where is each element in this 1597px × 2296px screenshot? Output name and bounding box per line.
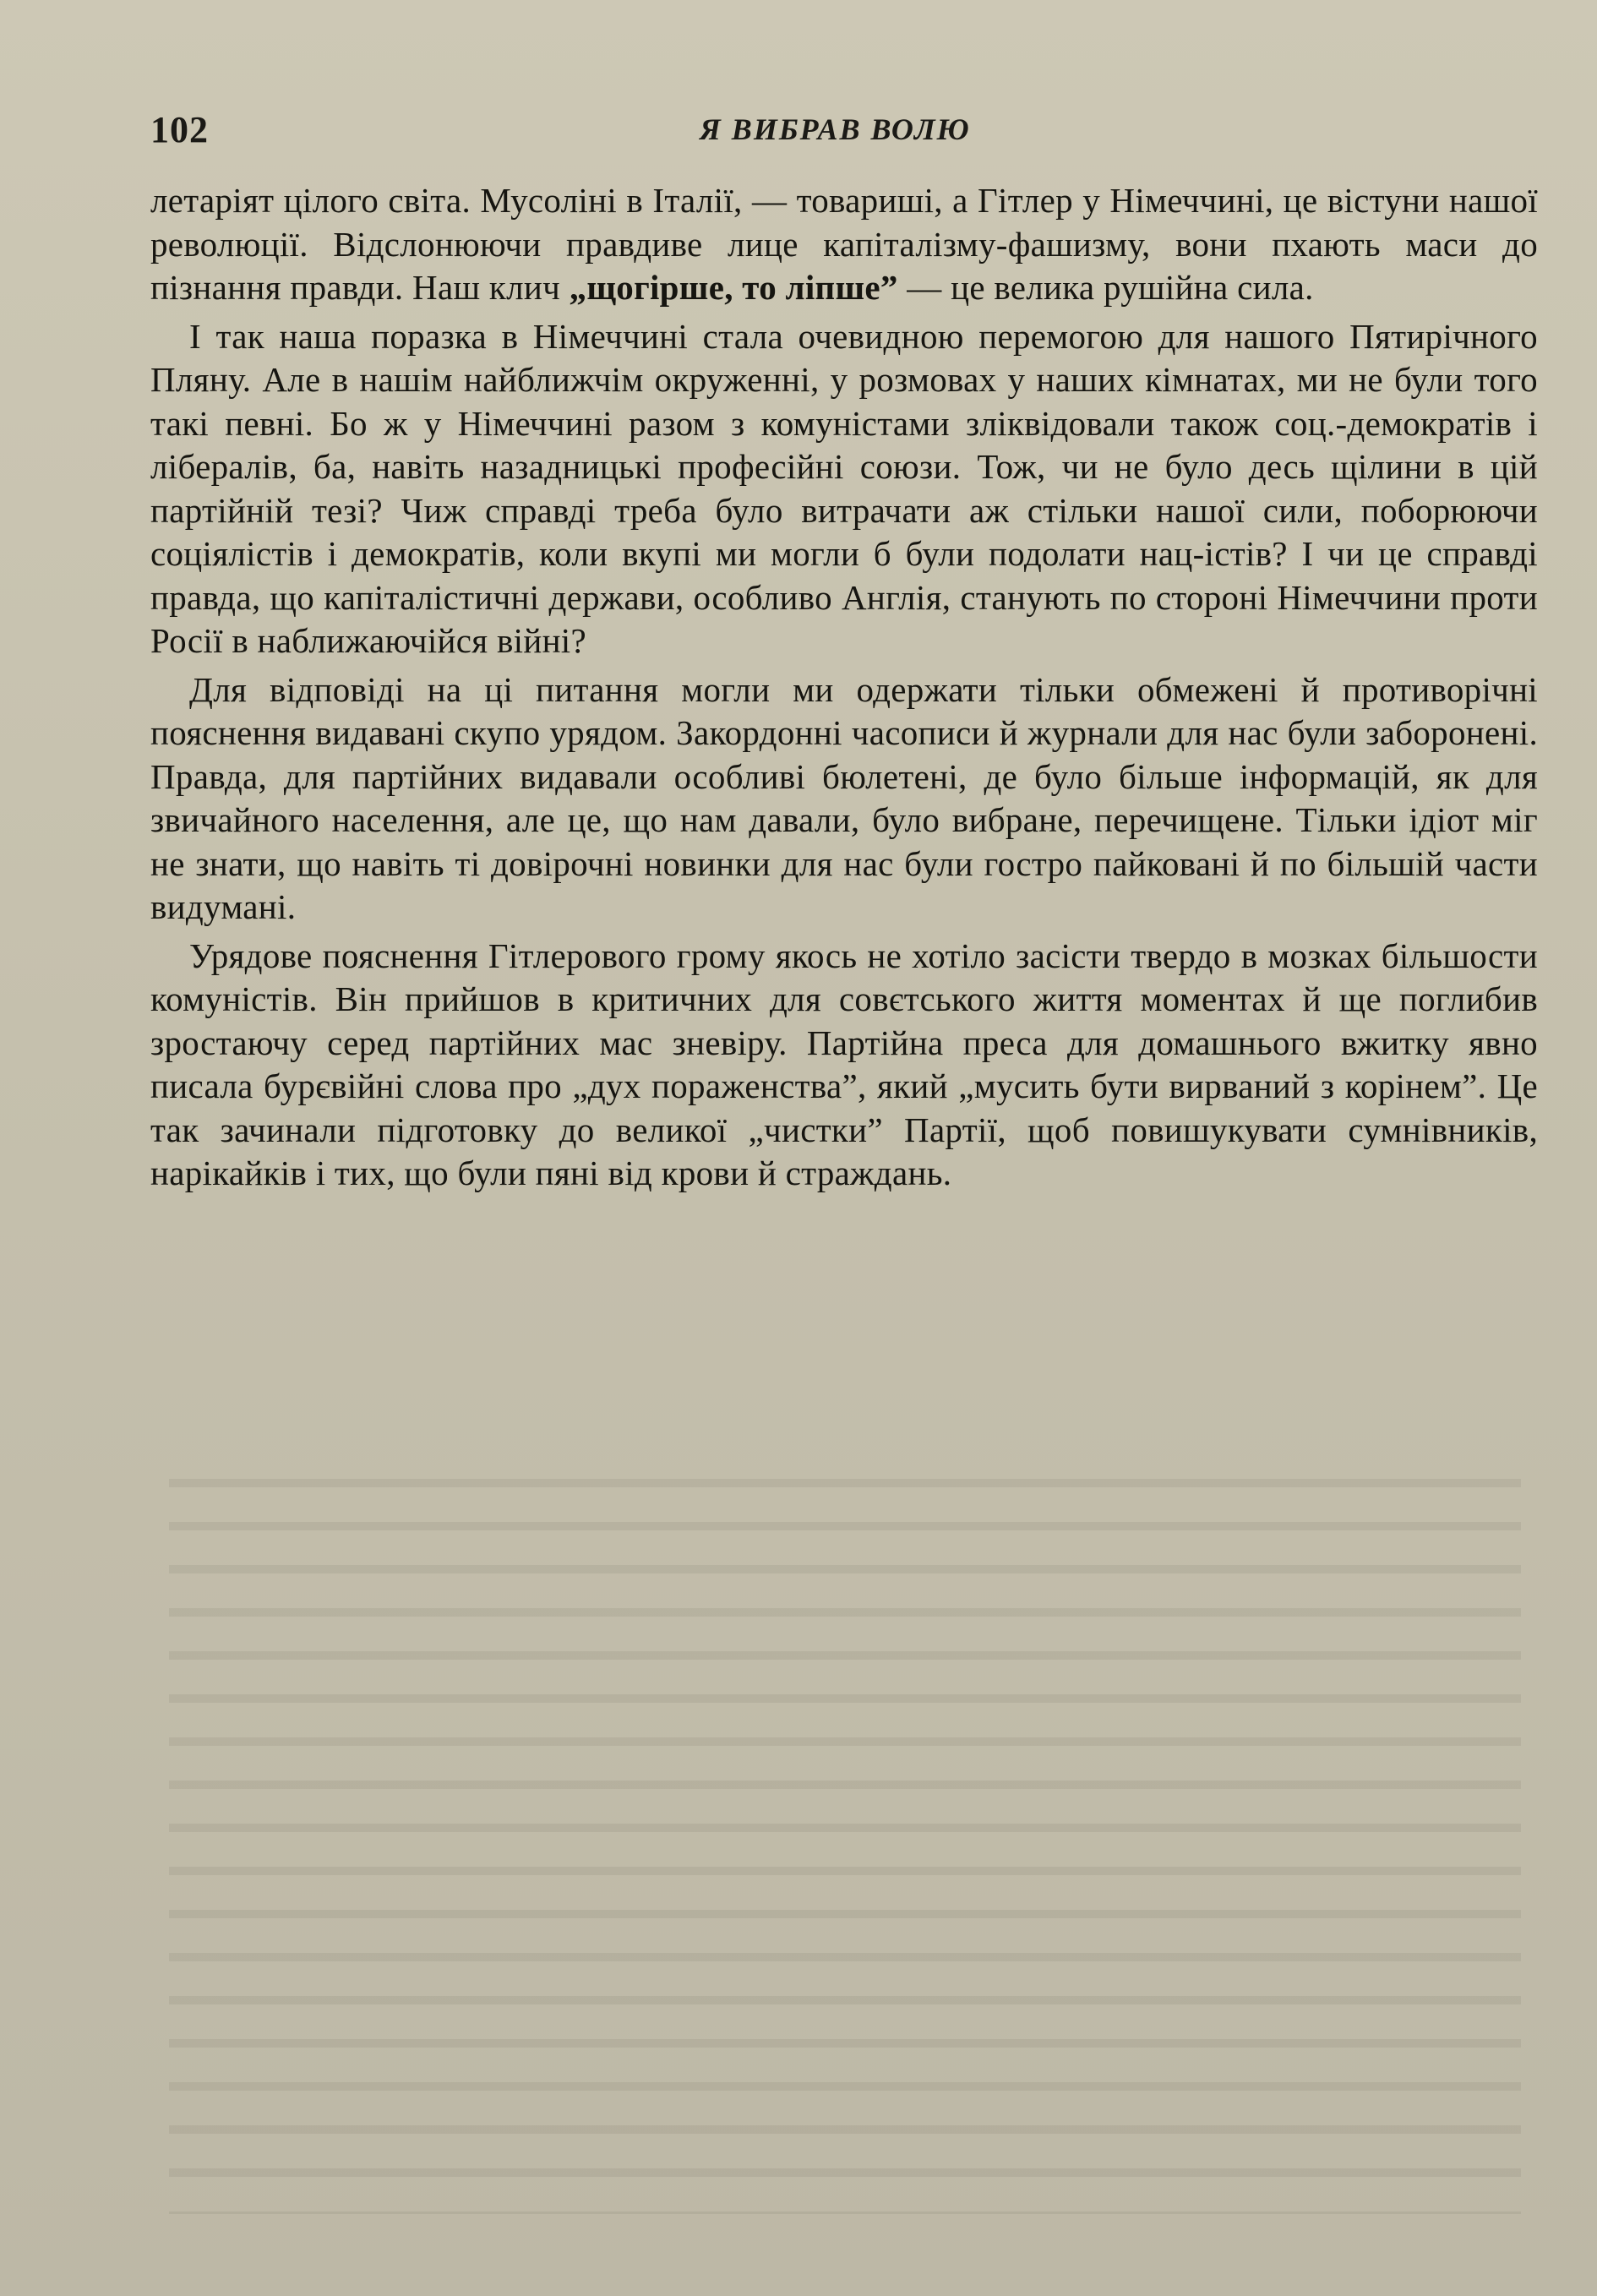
paragraph-1-emphasis: „щогірше, то ліпше” — [569, 268, 898, 307]
paragraph-2: І так наша поразка в Німеччині стала очевидною перемогою для нашого Пятирічного Пляну. Але в нашім найближчім окруженні, у розмовах у наших кімнатах, ми не були того такі певні. Бо ж у Німеччині разом з комуністами зліквідовали також соц.-демократів і лібералів, ба, навіть назадницькі професійні союзи. Тож, чи не було десь щілини в цій партійній тезі? Чиж справді треба було витрачати аж стільки нашої сили, поборюючи соціялістів і демократів, коли вкупі ми могли б були подолати нац-істів? І чи це справді правда, що капіталістичні держави, особливо Англія, станують по стороні Німеччини проти Росії в наближаючійся війні? — [150, 316, 1538, 660]
paragraph-4: Урядове пояснення Гітлерового грому якось не хотіло засісти твердо в мозках більшости комуністів. Він прийшов в критичних для совєтського життя моментах й ще поглибив зростаючу серед партійних мас зневіру. Партійна преса для домашнього вжитку явно писала бурєвійні слова про „дух пораженства”, який „мусить бути вирваний з корінем”. Це так зачинали підготовку до великої „чистки” Партії, щоб повишукувати сумнівників, нарікайків і тих, що були пяні від крови й страждань. — [150, 935, 1538, 1192]
paragraph-3: Для відповіді на ці питання могли ми одержати тільки обмежені й противорічні пояснення видавані скупо урядом. Закордонні часописи й журнали для нас були заборонені. Правда, для партійних видавали особливі бюлетені, де було більше інформацій, як для звичайного населення, але це, що нам давали, було вибране, перечищене. Тільки ідіот міг не знати, що навіть ті довірочні новинки для нас були гостро пайковані й по більшій части видумані. — [150, 669, 1538, 926]
paragraph-1-text-before: летаріят цілого світа. Мусоліні в Італії, — товариші, а Гітлер у Німеччині, це вістуни нашої революції. Відслонюючи правдиве лице капіталізму-фашизму, вони пхають маси до пізнання правди. Наш клич — [150, 181, 1538, 307]
reverse-side-bleed-through — [169, 1453, 1521, 2214]
paragraph-1-text-after: — це велика рушійна сила. — [897, 268, 1314, 307]
running-title: Я ВИБРАВ ВОЛЮ — [700, 112, 971, 146]
paragraph-1 — [150, 179, 1538, 310]
page-number: 102 — [150, 109, 209, 150]
page-body — [150, 179, 1538, 1201]
page-header — [150, 108, 1519, 159]
